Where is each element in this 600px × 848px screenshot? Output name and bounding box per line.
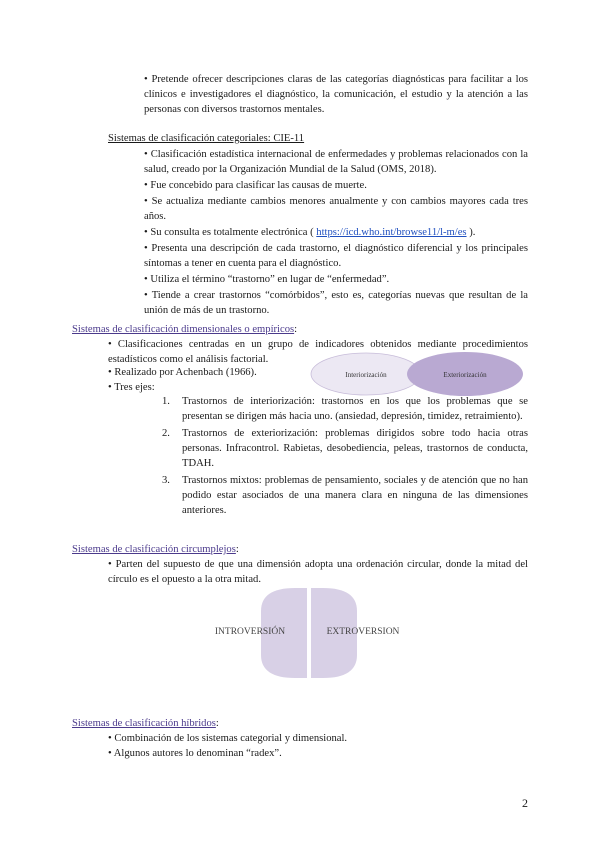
circ-heading-colon: :: [235, 544, 239, 555]
dim-bullet-1: • Clasificaciones centradas en un grupo de indicadores obtenidos mediante procedimientos estadísticos como el análisis factorial.: [108, 339, 528, 365]
cie-bullet-4: [144, 225, 528, 240]
cie-bullet-1: • Clasificación estadística internacional de enfermedades y problemas relacionados con la salud, creado por la Organización Mundial de la Salud (OMS, 2018).: [144, 149, 528, 175]
dim-bullet-3: • Tres ejes:: [108, 382, 155, 393]
dim-bullet-2: • Realizado por Achenbach (1966).: [108, 367, 257, 378]
intro-bullet: • Pretende ofrecer descripciones claras de las categorías diagnósticas para facilitar a los clínicos e investigadores el diagnóstico, la comunicación, el estudio y la atención a las personas con diversos trastornos mentales.: [144, 74, 528, 115]
circ-bullet-1: • Parten del supuesto de que una dimensión adopta una ordenación circular, donde la mitad del círculo es el opuesto a la otra mitad.: [108, 559, 528, 585]
hib-heading: Sistemas de clasificación híbridos: [72, 718, 216, 729]
axis-num-3: 3.: [162, 475, 170, 486]
introversion-label: INTROVERSIÓN: [214, 627, 286, 637]
dim-heading-line: [72, 322, 297, 337]
cie-bullet-2: • Fue concebido para clasificar las causas de muerte.: [144, 180, 367, 191]
axis-item-1: [162, 394, 528, 424]
axis-text-1: Trastornos de interiorización: trastornos en los que los problemas que se presentan se dirigen más hacia uno. (ansiedad, depresión, timidez, retraimiento).: [182, 396, 528, 422]
hib-bullet-2: • Algunos autores lo denominan “radex”.: [108, 748, 282, 759]
hib-bullet-1: • Combinación de los sistemas categorial y dimensional.: [108, 733, 348, 744]
cie-bullet-3: • Se actualiza mediante cambios menores anualmente y con cambios mayores cada tres años.: [144, 196, 528, 222]
icd-link[interactable]: https://icd.who.int/browse11/l-m/es: [316, 227, 467, 238]
page-number: 2: [522, 796, 528, 810]
exteriorization-label: Exteriorización: [443, 371, 487, 379]
axis-text-2: Trastornos de exteriorización: problemas dirigidos sobre todo hacia otras personas. Infracontrol. Rabietas, desobediencia, peleas, trastornos de conducta, TDAH.: [182, 428, 528, 469]
cie-bullet-5: • Presenta una descripción de cada trastorno, el diagnóstico diferencial y los principales síntomas a tener en cuenta para el diagnóstico.: [144, 243, 528, 269]
axis-text-3: Trastornos mixtos: problemas de pensamiento, sociales y de atención que no han podido estar asociados de una manera clara en ninguna de las dimensiones anteriores.: [182, 475, 528, 516]
axis-item-3: [162, 473, 528, 518]
extroversion-label: EXTROVERSION: [326, 627, 400, 637]
dim-heading-colon: :: [294, 324, 298, 335]
circ-heading-line: [72, 542, 239, 557]
hib-heading-colon: :: [215, 718, 219, 729]
dimensions-diagram: [308, 350, 528, 398]
cie-bullet-list: [144, 147, 528, 319]
axis-item-2: [162, 426, 528, 471]
axis-num-1: 1.: [162, 396, 170, 407]
intro-paragraph: [144, 72, 528, 117]
cie-bullet-4-pre: • Su consulta es totalmente electrónica (: [144, 227, 317, 238]
circumplex-diagram: [205, 585, 415, 681]
cie-bullet-4-post: ).: [466, 227, 476, 238]
hib-heading-line: [72, 716, 219, 731]
cie-bullet-7: • Tiende a crear trastornos “comórbidos”, esto es, categorías nuevas que resultan de la unión de más de un trastorno.: [144, 290, 528, 316]
dim-heading: Sistemas de clasificación dimensionales o empíricos: [72, 324, 295, 335]
axis-num-2: 2.: [162, 428, 170, 439]
circ-heading: Sistemas de clasificación circumplejos: [72, 544, 236, 555]
cie-bullet-6: • Utiliza el término “trastorno” en lugar de “enfermedad”.: [144, 274, 390, 285]
interiorization-label: Interiorización: [345, 371, 387, 379]
axes-list: [162, 394, 528, 518]
cie-heading: Sistemas de clasificación categoriales: CIE-11: [108, 133, 305, 144]
